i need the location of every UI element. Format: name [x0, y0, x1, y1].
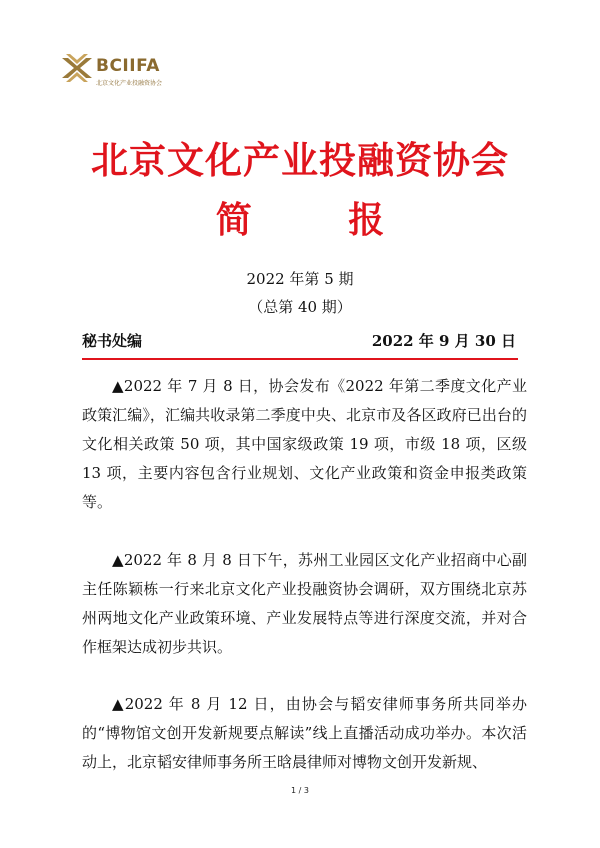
editor-label: 秘书处编 [82, 332, 143, 350]
logo [58, 46, 198, 96]
news-item-1: ▲2022 年 7 月 8 日，协会发布《2022 年第二季度文化产业政策汇编》，汇编共收录第二季度中央、北京市及各区政府已出台的文化相关政策 50 项，其中国家级政策 19 项，市级 18 项，区级 13 项，主要内容包含行业规划、文化产业政策和资金申报类政策等。 [82, 377, 527, 511]
issue-number: 2022 年第 5 期 [246, 270, 354, 288]
logo-subtitle: 北京文化产业投融资协会 [96, 80, 163, 87]
news-item-3: ▲2022 年 8 月 12 日，由协会与韬安律师事务所共同举办的“博物馆文创开发新规要点解读”线上直播活动成功举办。本次活动上，北京韬安律师事务所王晗晨律师对博物文创开发新规、 [82, 695, 527, 771]
logo-text: BCIIFA [96, 56, 160, 76]
total-issue-number: （总第 40 期） [248, 298, 352, 316]
publish-date: 2022 年 9 月 30 日 [371, 332, 516, 350]
page-number: 1 / 3 [291, 786, 309, 795]
header-divider [82, 358, 518, 360]
doc-title: 简 报 [215, 199, 427, 241]
org-title: 北京文化产业投融资协会 [91, 138, 509, 182]
news-item-2: ▲2022 年 8 月 8 日下午，苏州工业园区文化产业招商中心副主任陈颖栋一行来北京文化产业投融资协会调研，双方围绕北京苏州两地文化产业政策环境、产业发展特点等进行深度交流，并对合作框架达成初步共识。 [82, 551, 527, 656]
bciifa-logo-icon [58, 50, 94, 86]
